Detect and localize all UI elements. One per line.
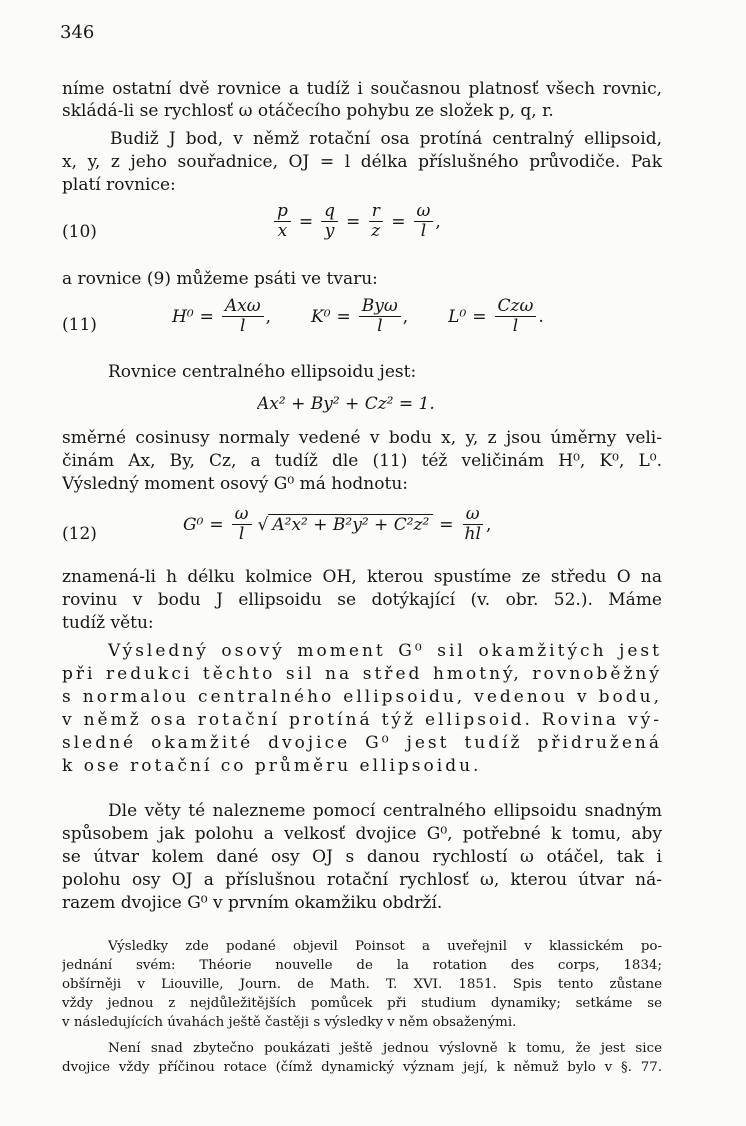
text-line: razem dvojice G⁰ v prvním okamžiku obdrží. — [62, 893, 443, 913]
text-line: Rovnice centralného ellipsoidu jest: — [108, 362, 417, 382]
text-line: spůsobem jak polohu a velkosť dvojice G⁰, potřebné k tomu, aby — [62, 824, 662, 844]
note-line: obšírněji v Liouville, Journ. de Math. T. XVI. 1851. Spis tento zůstane — [62, 977, 662, 992]
note-line: Není snad zbytečno poukázati ještě jednou výslovně k tomu, že jest sice — [108, 1041, 662, 1056]
equation-11: H⁰ = $\frac{\text{Axω}}{l}$ , K⁰ = $\frac{\text{Byω}}{l}$ , L⁰ = $\frac{\text{Czω}}{l}$ . — [172, 296, 544, 336]
theorem-line: sledné okamžité dvojice G⁰ jest tudíž přidružená — [62, 733, 662, 753]
theorem-line: v němž osa rotační protíná týž ellipsoid. Rovina vý- — [62, 710, 662, 730]
theorem-line: k ose rotační co průměru ellipsoidu. — [62, 756, 482, 776]
fraction: $\frac{\omega}{hl}$ — [464, 504, 481, 544]
note-line: jednání svém: Théorie nouvelle de la rotation des corps, 1834; — [62, 958, 662, 973]
text-line: x, y, z jeho souřadnice, OJ = l délka příslušného průvodiče. Pak — [62, 152, 662, 172]
fraction: $\frac{\omega}{l}$ — [414, 202, 434, 241]
fraction: $\frac{\text{Czω}}{l}$ — [495, 297, 537, 336]
fraction: $\frac{\omega}{l}$ — [232, 505, 252, 544]
text-line: platí rovnice: — [62, 175, 176, 195]
note-line: Výsledky zde podané objevil Poinsot a uveřejnil v klassickém po- — [108, 939, 662, 954]
ellipsoid-equation: Ax² + By² + Cz² = 1. — [257, 394, 435, 414]
text-line: níme ostatní dvě rovnice a tudíž i současnou platnosť všech rovnic, — [62, 79, 662, 99]
text-line: činám Ax, By, Cz, a tudíž dle (11) též veličinám H⁰, K⁰, L⁰. — [62, 451, 662, 471]
fraction: $\frac{\text{Axω}}{l}$ — [222, 297, 264, 336]
equation-12: G⁰ = $\frac{\omega}{l}$ √ A²x² + B²y² + C²z² = $\frac{\omega}{hl}$ , — [183, 504, 492, 544]
sqrt-sign: √ — [257, 514, 269, 535]
text-line: směrné cosinusy normaly vedené v bodu x, y, z jsou úměrny veli- — [62, 428, 662, 448]
note-line: v následujících úvahách ještě častěji s výsledky v něm obsaženými. — [62, 1015, 517, 1030]
text-line: Výsledný moment osový G⁰ má hodnotu: — [62, 474, 408, 494]
text-line: Budiž J bod, v němž rotační osa protíná centralný ellipsoid, — [110, 129, 662, 149]
equation-number-10: (10) — [62, 222, 97, 242]
note-line: dvojice vždy příčinou rotace (čímž dynamický význam její, k němuž bylo v §. 77. — [62, 1060, 662, 1075]
theorem-line: při redukci těchto sil na střed hmotný, rovnoběžný — [62, 664, 662, 684]
text-line: Dle věty té nalezneme pomocí centralného ellipsoidu snadným — [108, 801, 662, 821]
text-line: skládá-li se rychlosť ω otáčecího pohybu ze složek p, q, r. — [62, 101, 554, 121]
fraction: $\frac{\text{Byω}}{l}$ — [359, 297, 401, 336]
text-line: a rovnice (9) můžeme psáti ve tvaru: — [62, 269, 378, 289]
fraction: $\frac{p}{x}$ — [274, 202, 291, 241]
theorem-line: s normalou centralného ellipsoidu, vedenou v bodu, — [62, 687, 662, 707]
fraction: $\frac{r}{z}$ — [368, 202, 383, 241]
text-line: znamená-li h délku kolmice OH, kterou spustíme ze středu O na — [62, 567, 662, 587]
note-line: vždy jednou z nejdůležitějších pomůcek při studium dynamiky; setkáme se — [62, 996, 662, 1011]
fraction: $\frac{q}{y}$ — [321, 202, 338, 241]
equation-number-11: (11) — [62, 315, 97, 335]
theorem-line: Výsledný osový moment G⁰ sil okamžitých jest — [108, 641, 662, 661]
equation-10: $\frac{p}{x}$ = $\frac{q}{y}$ = $\frac{r}{z}$ = $\frac{\omega}{l}$ , — [272, 202, 441, 241]
page-number: 346 — [60, 22, 95, 43]
text-line: polohu osy OJ a příslušnou rotační rychlosť ω, kterou útvar ná- — [62, 870, 662, 890]
text-line: tudíž větu: — [62, 613, 154, 633]
text-line: se útvar kolem dané osy OJ s danou rychlostí ω otáčel, tak i — [62, 847, 662, 867]
equation-number-12: (12) — [62, 524, 97, 544]
text-line: rovinu v bodu J ellipsoidu se dotýkající (v. obr. 52.). Máme — [62, 590, 662, 610]
